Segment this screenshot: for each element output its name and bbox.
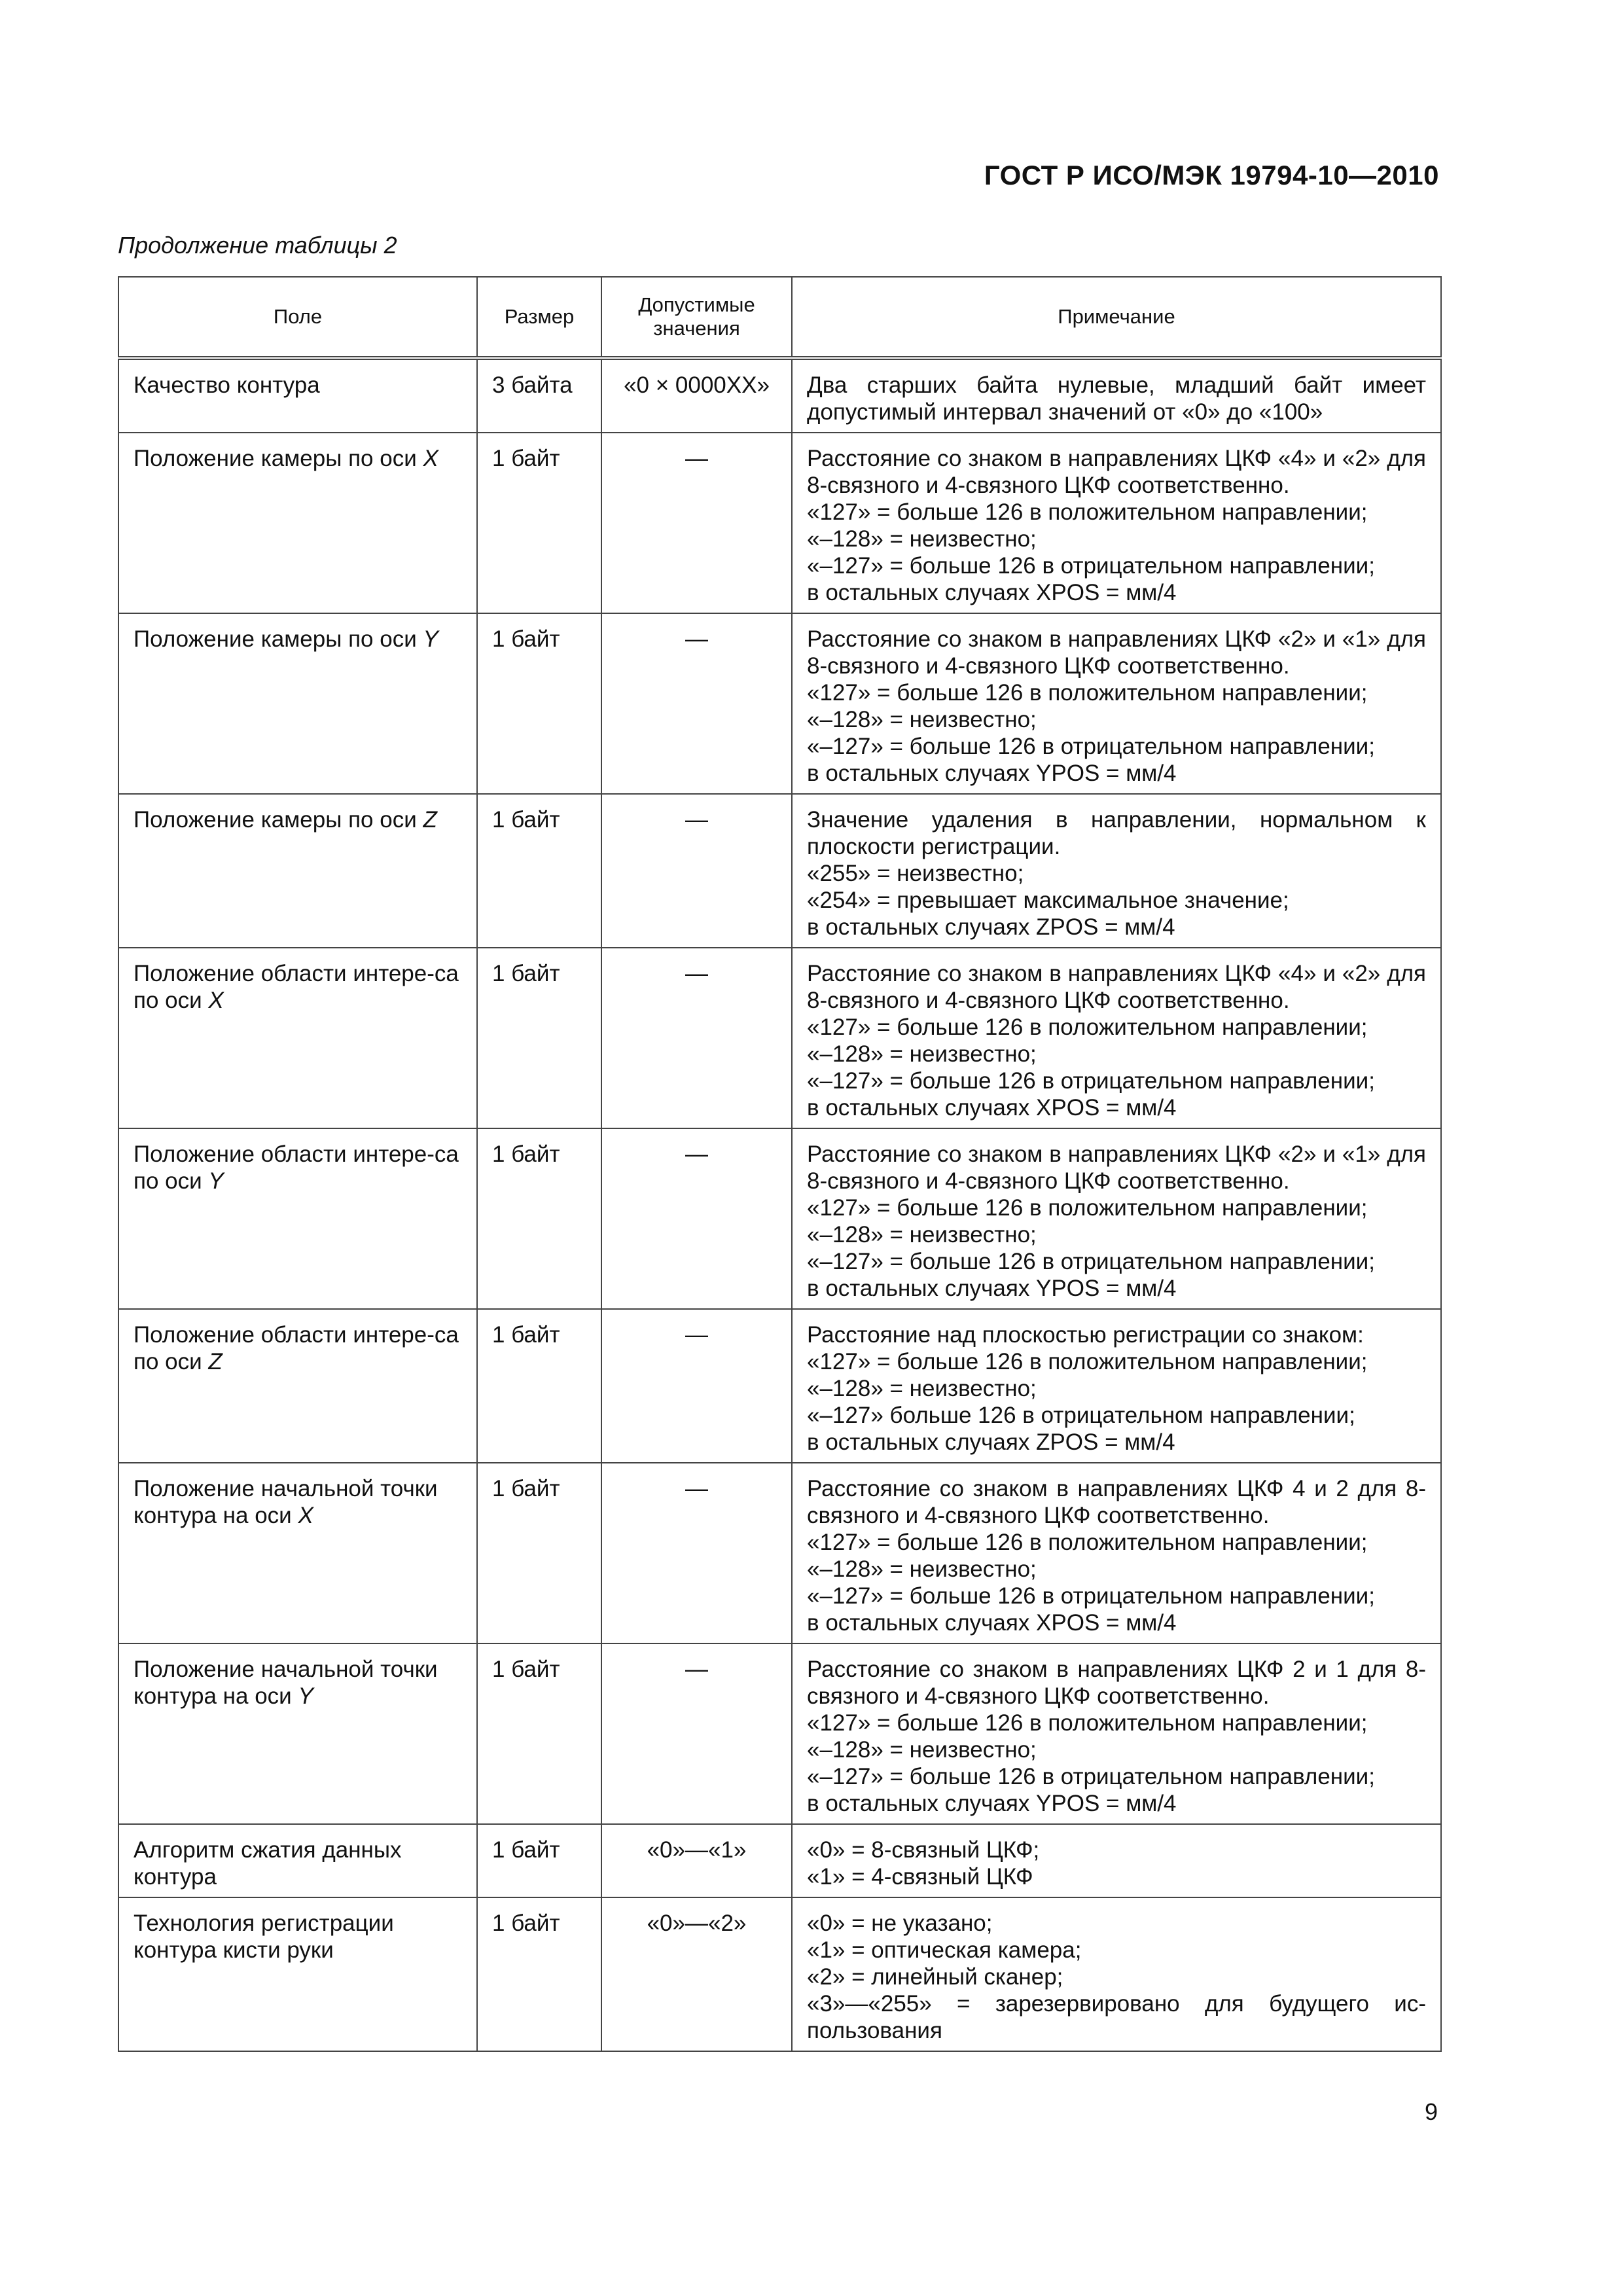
field-cell: [118, 433, 477, 613]
note-line: «–128» = неизвестно;: [807, 526, 1037, 552]
allowed-values-cell: —: [601, 613, 792, 794]
table-row: [118, 1824, 1441, 1897]
table-row: [118, 1643, 1441, 1824]
note-line: «–128» = неизвестно;: [807, 707, 1037, 732]
field-name: Положение области интере-са по оси: [134, 961, 459, 1013]
page-number: 9: [1424, 2098, 1438, 2125]
column-header-note: Примечание: [792, 277, 1441, 358]
size-cell: 1 байт: [477, 1309, 601, 1463]
note-line: «127» = больше 126 в положительном направлении;: [807, 1349, 1368, 1374]
note-line: «3»—«255» = зарезервировано для будущего ис-пользования: [807, 1991, 1426, 2043]
note-line: «–127» = больше 126 в отрицательном направлении;: [807, 1764, 1375, 1789]
axis-letter: X: [298, 1503, 313, 1528]
table-row: [118, 358, 1441, 433]
field-name: Положение области интере-са по оси: [134, 1322, 459, 1374]
allowed-values-cell: —: [601, 794, 792, 948]
note-line: в остальных случаях XPOS = мм/4: [807, 1095, 1177, 1121]
field-cell: [118, 1824, 477, 1897]
note-line: в остальных случаях YPOS = мм/4: [807, 1276, 1177, 1301]
allowed-values-cell: «0»—«1»: [601, 1824, 792, 1897]
allowed-values-cell: —: [601, 1309, 792, 1463]
field-cell: [118, 358, 477, 433]
note-cell: [792, 433, 1441, 613]
note-line: Расстояние со знаком в направлениях ЦКФ 4 и 2 для 8-связного и 4-связного ЦКФ соответственно.: [807, 1476, 1426, 1528]
note-line: «–127» = больше 126 в отрицательном направлении;: [807, 1068, 1375, 1094]
note-line: «254» = превышает максимальное значение;: [807, 888, 1289, 913]
note-cell: [792, 1897, 1441, 2051]
note-cell: [792, 1643, 1441, 1824]
note-line: «1» = оптическая камера;: [807, 1937, 1082, 1963]
note-line: Расстояние со знаком в направлениях ЦКФ 2 и 1 для 8-связного и 4-связного ЦКФ соответственно.: [807, 1657, 1426, 1709]
note-line: в остальных случаях XPOS = мм/4: [807, 580, 1177, 605]
size-cell: 1 байт: [477, 1128, 601, 1309]
size-cell: 1 байт: [477, 1463, 601, 1643]
note-cell: [792, 358, 1441, 433]
size-cell: 1 байт: [477, 1824, 601, 1897]
note-line: «127» = больше 126 в положительном направлении;: [807, 680, 1368, 706]
note-line: в остальных случаях ZPOS = мм/4: [807, 1429, 1175, 1455]
table-row: [118, 948, 1441, 1128]
note-line: «–128» = неизвестно;: [807, 1737, 1037, 1763]
field-cell: [118, 1463, 477, 1643]
note-line: Расстояние со знаком в направлениях ЦКФ «4» и «2» для 8-связного и 4-связного ЦКФ соответственно.: [807, 446, 1426, 498]
field-cell: [118, 948, 477, 1128]
size-cell: 1 байт: [477, 1897, 601, 2051]
parameters-table: [118, 276, 1442, 2052]
allowed-values-cell: —: [601, 1643, 792, 1824]
note-line: «2» = линейный сканер;: [807, 1964, 1063, 1990]
axis-letter: X: [208, 988, 224, 1013]
allowed-values-cell: «0 × 0000XX»: [601, 358, 792, 433]
size-cell: 1 байт: [477, 1643, 601, 1824]
note-line: «–128» = неизвестно;: [807, 1041, 1037, 1067]
note-cell: [792, 1309, 1441, 1463]
note-cell: [792, 794, 1441, 948]
table-body: [118, 358, 1441, 2051]
table-row: [118, 1309, 1441, 1463]
note-line: «255» = неизвестно;: [807, 861, 1024, 886]
table-header-row: [118, 277, 1441, 358]
note-line: Расстояние над плоскостью регистрации со знаком:: [807, 1322, 1364, 1348]
note-cell: [792, 1824, 1441, 1897]
allowed-values-cell: —: [601, 433, 792, 613]
note-cell: [792, 948, 1441, 1128]
axis-letter: Y: [298, 1683, 313, 1709]
note-line: «0» = не указано;: [807, 1910, 993, 1936]
size-cell: 1 байт: [477, 948, 601, 1128]
axis-letter: X: [423, 446, 438, 471]
note-line: «–128» = неизвестно;: [807, 1376, 1037, 1401]
note-cell: [792, 1128, 1441, 1309]
note-line: Расстояние со знаком в направлениях ЦКФ «4» и «2» для 8-связного и 4-связного ЦКФ соответственно.: [807, 961, 1426, 1013]
column-header-field: Поле: [118, 277, 477, 358]
note-line: «127» = больше 126 в положительном направлении;: [807, 1195, 1368, 1221]
field-cell: [118, 613, 477, 794]
field-name: Алгоритм сжатия данных контура: [134, 1837, 402, 1890]
field-name: Положение области интере-са по оси: [134, 1141, 459, 1194]
note-line: в остальных случаях YPOS = мм/4: [807, 761, 1177, 786]
table-row: [118, 794, 1441, 948]
note-line: в остальных случаях XPOS = мм/4: [807, 1610, 1177, 1636]
size-cell: 1 байт: [477, 613, 601, 794]
note-line: «0» = 8-связный ЦКФ;: [807, 1837, 1040, 1863]
note-line: «–127» = больше 126 в отрицательном направлении;: [807, 1583, 1375, 1609]
table-row: [118, 1463, 1441, 1643]
note-line: Расстояние со знаком в направлениях ЦКФ «2» и «1» для 8-связного и 4-связного ЦКФ соответственно.: [807, 626, 1426, 679]
axis-letter: Z: [423, 807, 437, 833]
note-line: «–128» = неизвестно;: [807, 1222, 1037, 1247]
column-header-values: Допустимые значения: [601, 277, 792, 358]
field-name: Положение начальной точки контура на оси: [134, 1657, 438, 1709]
note-cell: [792, 613, 1441, 794]
note-line: «127» = больше 126 в положительном направлении;: [807, 1530, 1368, 1555]
size-cell: 3 байта: [477, 358, 601, 433]
note-line: Расстояние со знаком в направлениях ЦКФ «2» и «1» для 8-связного и 4-связного ЦКФ соответственно.: [807, 1141, 1426, 1194]
allowed-values-cell: —: [601, 948, 792, 1128]
field-cell: [118, 1309, 477, 1463]
table-row: [118, 1128, 1441, 1309]
axis-letter: Y: [423, 626, 438, 652]
field-cell: [118, 1897, 477, 2051]
size-cell: 1 байт: [477, 433, 601, 613]
table-row: [118, 433, 1441, 613]
size-cell: 1 байт: [477, 794, 601, 948]
field-name: Положение камеры по оси: [134, 446, 423, 471]
note-line: «–127» = больше 126 в отрицательном направлении;: [807, 553, 1375, 579]
note-line: «127» = больше 126 в положительном направлении;: [807, 499, 1368, 525]
table-row: [118, 613, 1441, 794]
field-name: Положение камеры по оси: [134, 807, 423, 833]
allowed-values-cell: —: [601, 1463, 792, 1643]
note-line: «–128» = неизвестно;: [807, 1556, 1037, 1582]
axis-letter: Z: [208, 1349, 223, 1374]
note-line: «127» = больше 126 в положительном направлении;: [807, 1710, 1368, 1736]
note-cell: [792, 1463, 1441, 1643]
note-line: «1» = 4-связный ЦКФ: [807, 1864, 1033, 1890]
note-line: Два старших байта нулевые, младший байт имеет допустимый интервал значений от «0» до «100»: [807, 372, 1426, 425]
axis-letter: Y: [208, 1168, 224, 1194]
note-line: «127» = больше 126 в положительном направлении;: [807, 1014, 1368, 1040]
note-line: Значение удаления в направлении, нормальном к плоскости регистрации.: [807, 807, 1426, 859]
field-name: Положение начальной точки контура на оси: [134, 1476, 438, 1528]
document-standard-header: ГОСТ Р ИСО/МЭК 19794-10—2010: [984, 160, 1439, 190]
column-header-size: Размер: [477, 277, 601, 358]
table-row: [118, 1897, 1441, 2051]
field-cell: [118, 794, 477, 948]
field-name: Положение камеры по оси: [134, 626, 423, 652]
note-line: «–127» = больше 126 в отрицательном направлении;: [807, 734, 1375, 759]
table-caption: Продолжение таблицы 2: [118, 232, 397, 259]
allowed-values-cell: «0»—«2»: [601, 1897, 792, 2051]
note-line: в остальных случаях ZPOS = мм/4: [807, 914, 1175, 940]
allowed-values-cell: —: [601, 1128, 792, 1309]
field-cell: [118, 1643, 477, 1824]
note-line: «–127» больше 126 в отрицательном направлении;: [807, 1403, 1355, 1428]
field-name: Качество контура: [134, 372, 320, 398]
note-line: «–127» = больше 126 в отрицательном направлении;: [807, 1249, 1375, 1274]
field-name: Технология регистрации контура кисти руки: [134, 1910, 394, 1963]
note-line: в остальных случаях YPOS = мм/4: [807, 1791, 1177, 1816]
field-cell: [118, 1128, 477, 1309]
